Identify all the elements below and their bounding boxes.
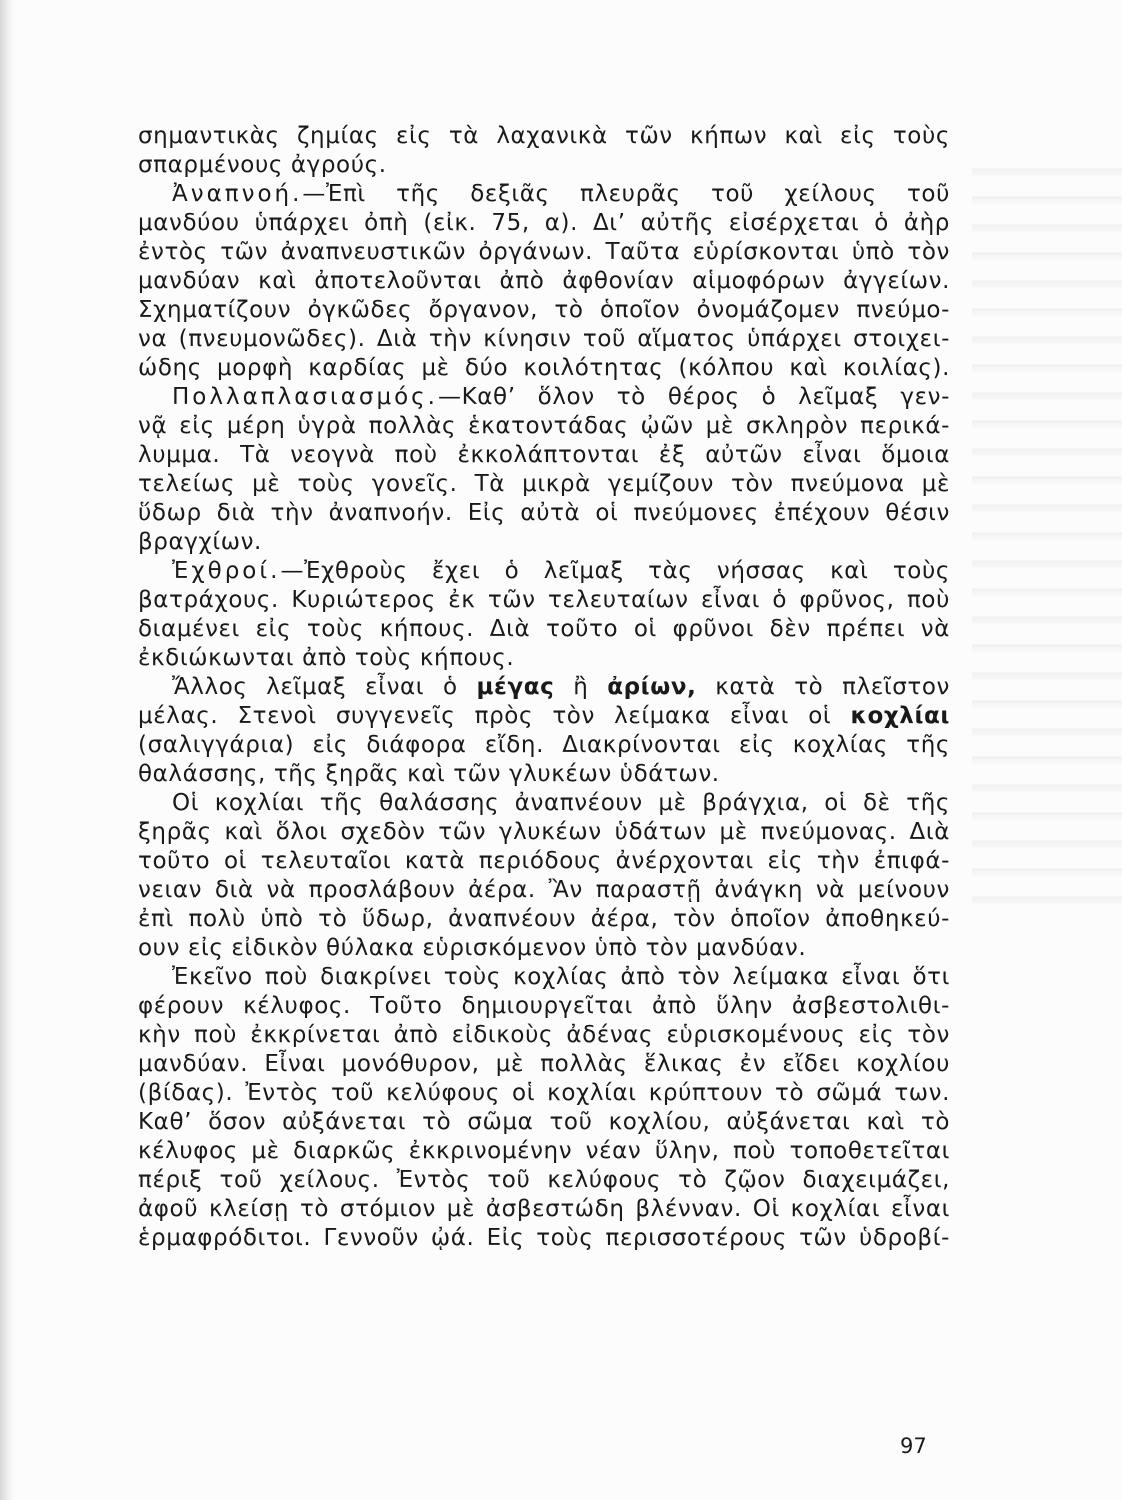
text-line: σπαρμένους ἀγρούς. xyxy=(138,152,387,178)
text-line: κὴν ποὺ ἐκκρίνεται ἀπὸ εἰδικοὺς ἀδένας εὑρισκομένους εἰς τὸν xyxy=(138,1022,950,1048)
text-line: να (πνευμονῶδες). Διὰ τὴν κίνησιν τοῦ αἵματος ὑπάρχει στοιχει- xyxy=(138,326,950,352)
section-heading: Ἀναπνοή. xyxy=(172,181,303,207)
line-fragment: μέλας. Στενοὶ συγγενεῖς πρὸς τὸν λείμακα εἶναι οἱ xyxy=(138,703,851,729)
text-line: πέριξ τοῦ χείλους. Ἐντὸς τοῦ κελύφους τὸ ζῷον διαχειμάζει, xyxy=(138,1167,950,1193)
line-fragment: —Ἐχθροὺς ἔχει ὁ λεῖμαξ τὰς νήσσας καὶ τοὺς xyxy=(280,558,950,584)
bold-term: κοχλίαι xyxy=(850,703,950,729)
section-heading: Ἐχθροί. xyxy=(172,558,281,584)
text-line: Σχηματίζουν ὀγκῶδες ὄργανον, τὸ ὁποῖον ὀνομάζομεν πνεύμο- xyxy=(138,297,950,323)
text-line xyxy=(138,180,950,209)
text-line: μανδύου ὑπάρχει ὀπὴ (εἰκ. 75, α). Δι’ αὐτῆς εἰσέρχεται ὁ ἀὴρ xyxy=(138,210,950,236)
text-line: βραγχίων. xyxy=(138,529,262,555)
text-line: σημαντικὰς ζημίας εἰς τὰ λαχανικὰ τῶν κήπων καὶ εἰς τοὺς xyxy=(138,123,950,149)
text-line xyxy=(138,702,950,731)
text-line: τοῦτο οἱ τελευταῖοι κατὰ περιόδους ἀνέρχονται εἰς τὴν ἐπιφά- xyxy=(138,848,950,874)
text-line: μανδύαν καὶ ἀποτελοῦνται ἀπὸ ἀφθονίαν αἱμοφόρων ἀγγείων. xyxy=(138,268,950,294)
text-line: φέρουν κέλυφος. Τοῦτο δημιουργεῖται ἀπὸ ὕλην ἀσβεστολιθι- xyxy=(138,993,950,1019)
section-heading: Πολλαπλασιασμός. xyxy=(172,384,438,410)
text-line: ξηρᾶς καὶ ὅλοι σχεδὸν τῶν γλυκέων ὑδάτων μὲ πνεύμονας. Διὰ xyxy=(138,819,950,845)
text-line: ἐπὶ πολὺ ὑπὸ τὸ ὕδωρ, ἀναπνέουν ἀέρα, τὸν ὁποῖον ἀποθηκεύ- xyxy=(138,906,950,932)
text-line: Οἱ κοχλίαι τῆς θαλάσσης ἀναπνέουν μὲ βράγχια, οἱ δὲ τῆς xyxy=(172,790,950,816)
page-number: 97 xyxy=(900,1434,927,1458)
text-line: λυμμα. Τὰ νεογνὰ ποὺ ἐκκολάπτονται ἐξ αὐτῶν εἶναι ὅμοια xyxy=(138,442,950,468)
text-line xyxy=(138,557,950,586)
text-line: Ἐκεῖνο ποὺ διακρίνει τοὺς κοχλίας ἀπὸ τὸν λείμακα εἶναι ὅτι xyxy=(172,964,950,990)
line-fragment: ἢ xyxy=(554,674,608,700)
line-fragment: Ἄλλος λεῖμαξ εἶναι ὁ xyxy=(172,674,477,700)
text-line: νειαν διὰ νὰ προσλάβουν ἀέρα. Ἂν παραστῇ ἀνάγκη νὰ μείνουν xyxy=(138,877,950,903)
text-line: μανδύαν. Εἶναι μονόθυρον, μὲ πολλὰς ἕλικας ἐν εἴδει κοχλίου xyxy=(138,1051,950,1077)
body-text xyxy=(138,122,950,1253)
line-fragment: κατὰ τὸ πλεῖστον xyxy=(696,674,951,700)
text-line: (σαλιγγάρια) εἰς διάφορα εἴδη. Διακρίνονται εἰς κοχλίας τῆς xyxy=(138,732,950,758)
text-line: τελείως μὲ τοὺς γονεῖς. Τὰ μικρὰ γεμίζουν τὸν πνεύμονα μὲ xyxy=(138,471,950,497)
text-line: Καθ’ ὅσον αὐξάνεται τὸ σῶμα τοῦ κοχλίου, αὐξάνεται καὶ τὸ xyxy=(138,1109,950,1135)
text-line: ἑρμαφρόδιτοι. Γεννοῦν ᾠά. Εἰς τοὺς περισσοτέρους τῶν ὑδροβί- xyxy=(138,1225,950,1251)
text-line xyxy=(138,383,950,412)
text-line: (βίδας). Ἐντὸς τοῦ κελύφους οἱ κοχλίαι κρύπτουν τὸ σῶμά των. xyxy=(138,1080,950,1106)
binding-shadow xyxy=(0,0,14,1500)
line-fragment: —Ἐπὶ τῆς δεξιᾶς πλευρᾶς τοῦ χείλους τοῦ xyxy=(302,181,950,207)
text-line: ώδης μορφὴ καρδίας μὲ δύο κοιλότητας (κόλπου καὶ κοιλίας). xyxy=(138,355,950,381)
text-line: ἐντὸς τῶν ἀναπνευστικῶν ὀργάνων. Ταῦτα εὑρίσκονται ὑπὸ τὸν xyxy=(138,239,950,265)
text-line: θαλάσσης, τῆς ξηρᾶς καὶ τῶν γλυκέων ὑδάτων. xyxy=(138,761,720,787)
bold-term: ἀρίων, xyxy=(607,674,697,700)
text-line: κέλυφος μὲ διαρκῶς ἐκκρινομένην νέαν ὕλην, ποὺ τοποθετεῖται xyxy=(138,1138,950,1164)
text-line: ἀφοῦ κλείσῃ τὸ στόμιον μὲ ἀσβεστώδη βλένναν. Οἱ κοχλίαι εἶναι xyxy=(138,1196,950,1222)
text-line xyxy=(138,673,950,702)
text-line: ἐκδιώκωνται ἀπὸ τοὺς κήπους. xyxy=(138,645,515,671)
line-fragment: —Καθ’ ὅλον τὸ θέρος ὁ λεῖμαξ γεν- xyxy=(437,384,950,410)
text-line: ουν εἰς εἰδικὸν θύλακα εὑρισκόμενον ὑπὸ τὸν μανδύαν. xyxy=(138,935,807,961)
bold-term: μέγας xyxy=(476,674,555,700)
text-line: βατράχους. Κυριώτερος ἐκ τῶν τελευταίων εἶναι ὁ φρῦνος, ποὺ xyxy=(138,587,950,613)
text-line: νᾷ εἰς μέρη ὑγρὰ πολλὰς ἑκατοντάδας ᾠῶν μὲ σκληρὸν περικά- xyxy=(138,413,950,439)
show-through-bleed xyxy=(972,150,1122,910)
text-line: διαμένει εἰς τοὺς κήπους. Διὰ τοῦτο οἱ φρῦνοι δὲν πρέπει νὰ xyxy=(138,616,950,642)
text-line: ὕδωρ διὰ τὴν ἀναπνοήν. Εἰς αὐτὰ οἱ πνεύμονες ἐπέχουν θέσιν xyxy=(138,500,950,526)
